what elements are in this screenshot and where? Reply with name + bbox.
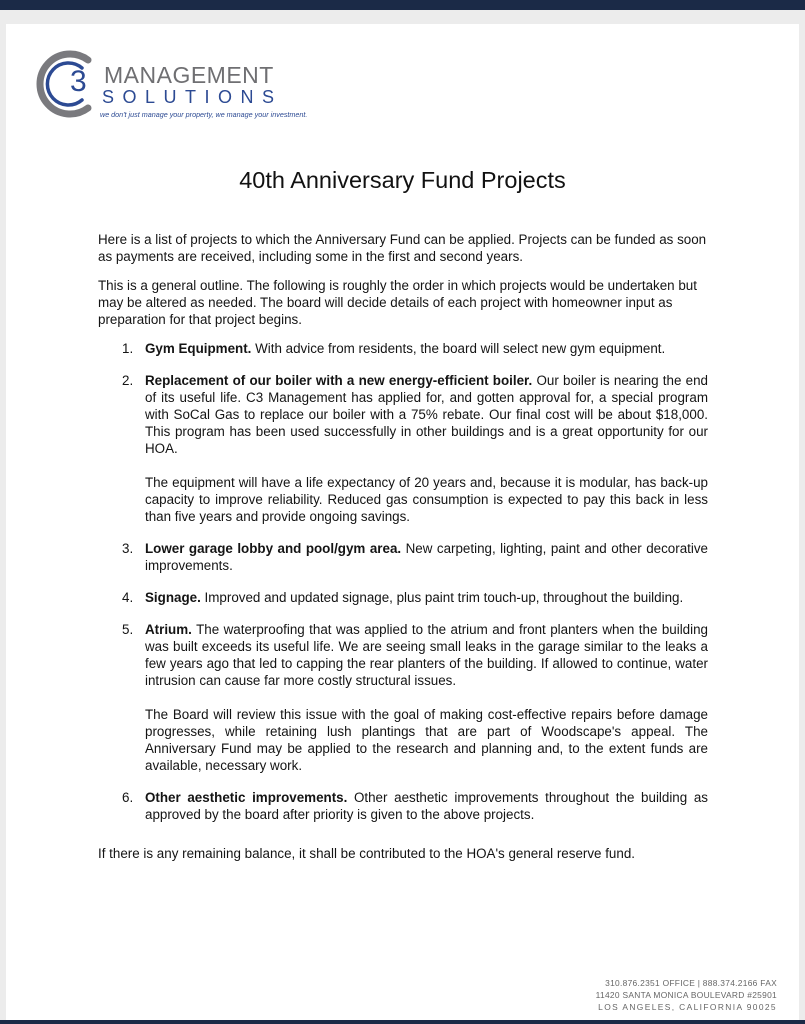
project-item xyxy=(98,789,708,823)
closing-paragraph: If there is any remaining balance, it shall be contributed to the HOA's general reserve fund. xyxy=(98,846,635,861)
logo-tagline: we don't just manage your property, we manage your investment. xyxy=(100,110,308,119)
document-page xyxy=(6,24,799,1020)
document-body xyxy=(98,231,708,874)
project-extra-paragraph: The equipment will have a life expectancy of 20 years and, because it is modular, has back-up capacity to improve reliability. Reduced gas consumption is expected to pay this back in less than five years and provide ongoing savings. xyxy=(145,475,708,524)
project-text: Other aesthetic improvements throughout the building as approved by the board after priority is given to the above projects. xyxy=(145,790,708,822)
project-text: With advice from residents, the board will select new gym equipment. xyxy=(251,341,666,356)
footer-address: 11420 SANTA MONICA BOULEVARD #25901 xyxy=(595,990,777,1000)
project-number: 2. xyxy=(122,373,134,388)
bottom-frame-bar xyxy=(0,1020,805,1024)
project-text: The waterproofing that was applied to the atrium and front planters when the building was built exceeds its useful life. We are seeing small leaks in the garage similar to the leaks a few years ago that led to capping the rear planters of the building. If allowed to continue, water intrusion can cause far more costly structural issues. xyxy=(145,622,708,688)
company-logo xyxy=(28,46,348,122)
project-item xyxy=(98,589,708,606)
project-item xyxy=(98,372,708,525)
footer-city: LOS ANGELES, CALIFORNIA 90025 xyxy=(598,1002,777,1012)
project-heading: Signage. xyxy=(145,590,201,605)
project-heading: Replacement of our boiler with a new energy-efficient boiler. xyxy=(145,373,533,388)
logo-solutions: SOLUTIONS xyxy=(102,87,283,107)
project-number: 3. xyxy=(122,541,134,556)
top-frame-bar xyxy=(0,0,805,10)
logo-name: MANAGEMENT xyxy=(104,62,274,88)
document-title: 40th Anniversary Fund Projects xyxy=(239,167,566,193)
project-number: 4. xyxy=(122,590,134,605)
intro-paragraph-1: Here is a list of projects to which the Anniversary Fund can be applied. Projects can be funded as soon as payments are received, including some in the first and second years. xyxy=(98,232,707,264)
project-item xyxy=(98,621,708,774)
logo-mark-digit: 3 xyxy=(70,65,87,98)
project-heading: Other aesthetic improvements. xyxy=(145,790,348,805)
project-item xyxy=(98,340,708,357)
project-text: Our boiler is nearing the end of its useful life. C3 Management has applied for, and gotten approval for, a special program with SoCal Gas to replace our boiler with a 75% rebate. Our final cost will be about $18,000. This program has been used successfully in other buildings and is a great opportunity for our HOA. xyxy=(145,373,708,456)
project-text: Improved and updated signage, plus paint trim touch-up, throughout the building. xyxy=(200,590,684,605)
project-heading: Gym Equipment. xyxy=(145,341,252,356)
footer-phones: 310.876.2351 OFFICE | 888.374.2166 FAX xyxy=(605,978,777,988)
project-number: 5. xyxy=(122,622,134,637)
project-item xyxy=(98,540,708,574)
project-heading: Lower garage lobby and pool/gym area. xyxy=(145,541,402,556)
project-list xyxy=(98,340,708,823)
project-extra-paragraph: The Board will review this issue with the goal of making cost-effective repairs before damage progresses, while retaining lush plantings that are part of Woodscape's appeal. The Anniversary Fund may be applied to the research and planning and, to the extent funds are available, necessary work. xyxy=(145,707,708,773)
project-number: 6. xyxy=(122,790,134,805)
project-text: New carpeting, lighting, paint and other decorative improvements. xyxy=(145,541,708,573)
intro-paragraph-2: This is a general outline. The following is roughly the order in which projects would be undertaken but may be altered as needed. The board will decide details of each project with homeowner input as preparation for that project begins. xyxy=(98,278,697,327)
contact-footer xyxy=(596,977,777,1013)
project-heading: Atrium. xyxy=(145,622,192,637)
project-number: 1. xyxy=(122,341,134,356)
